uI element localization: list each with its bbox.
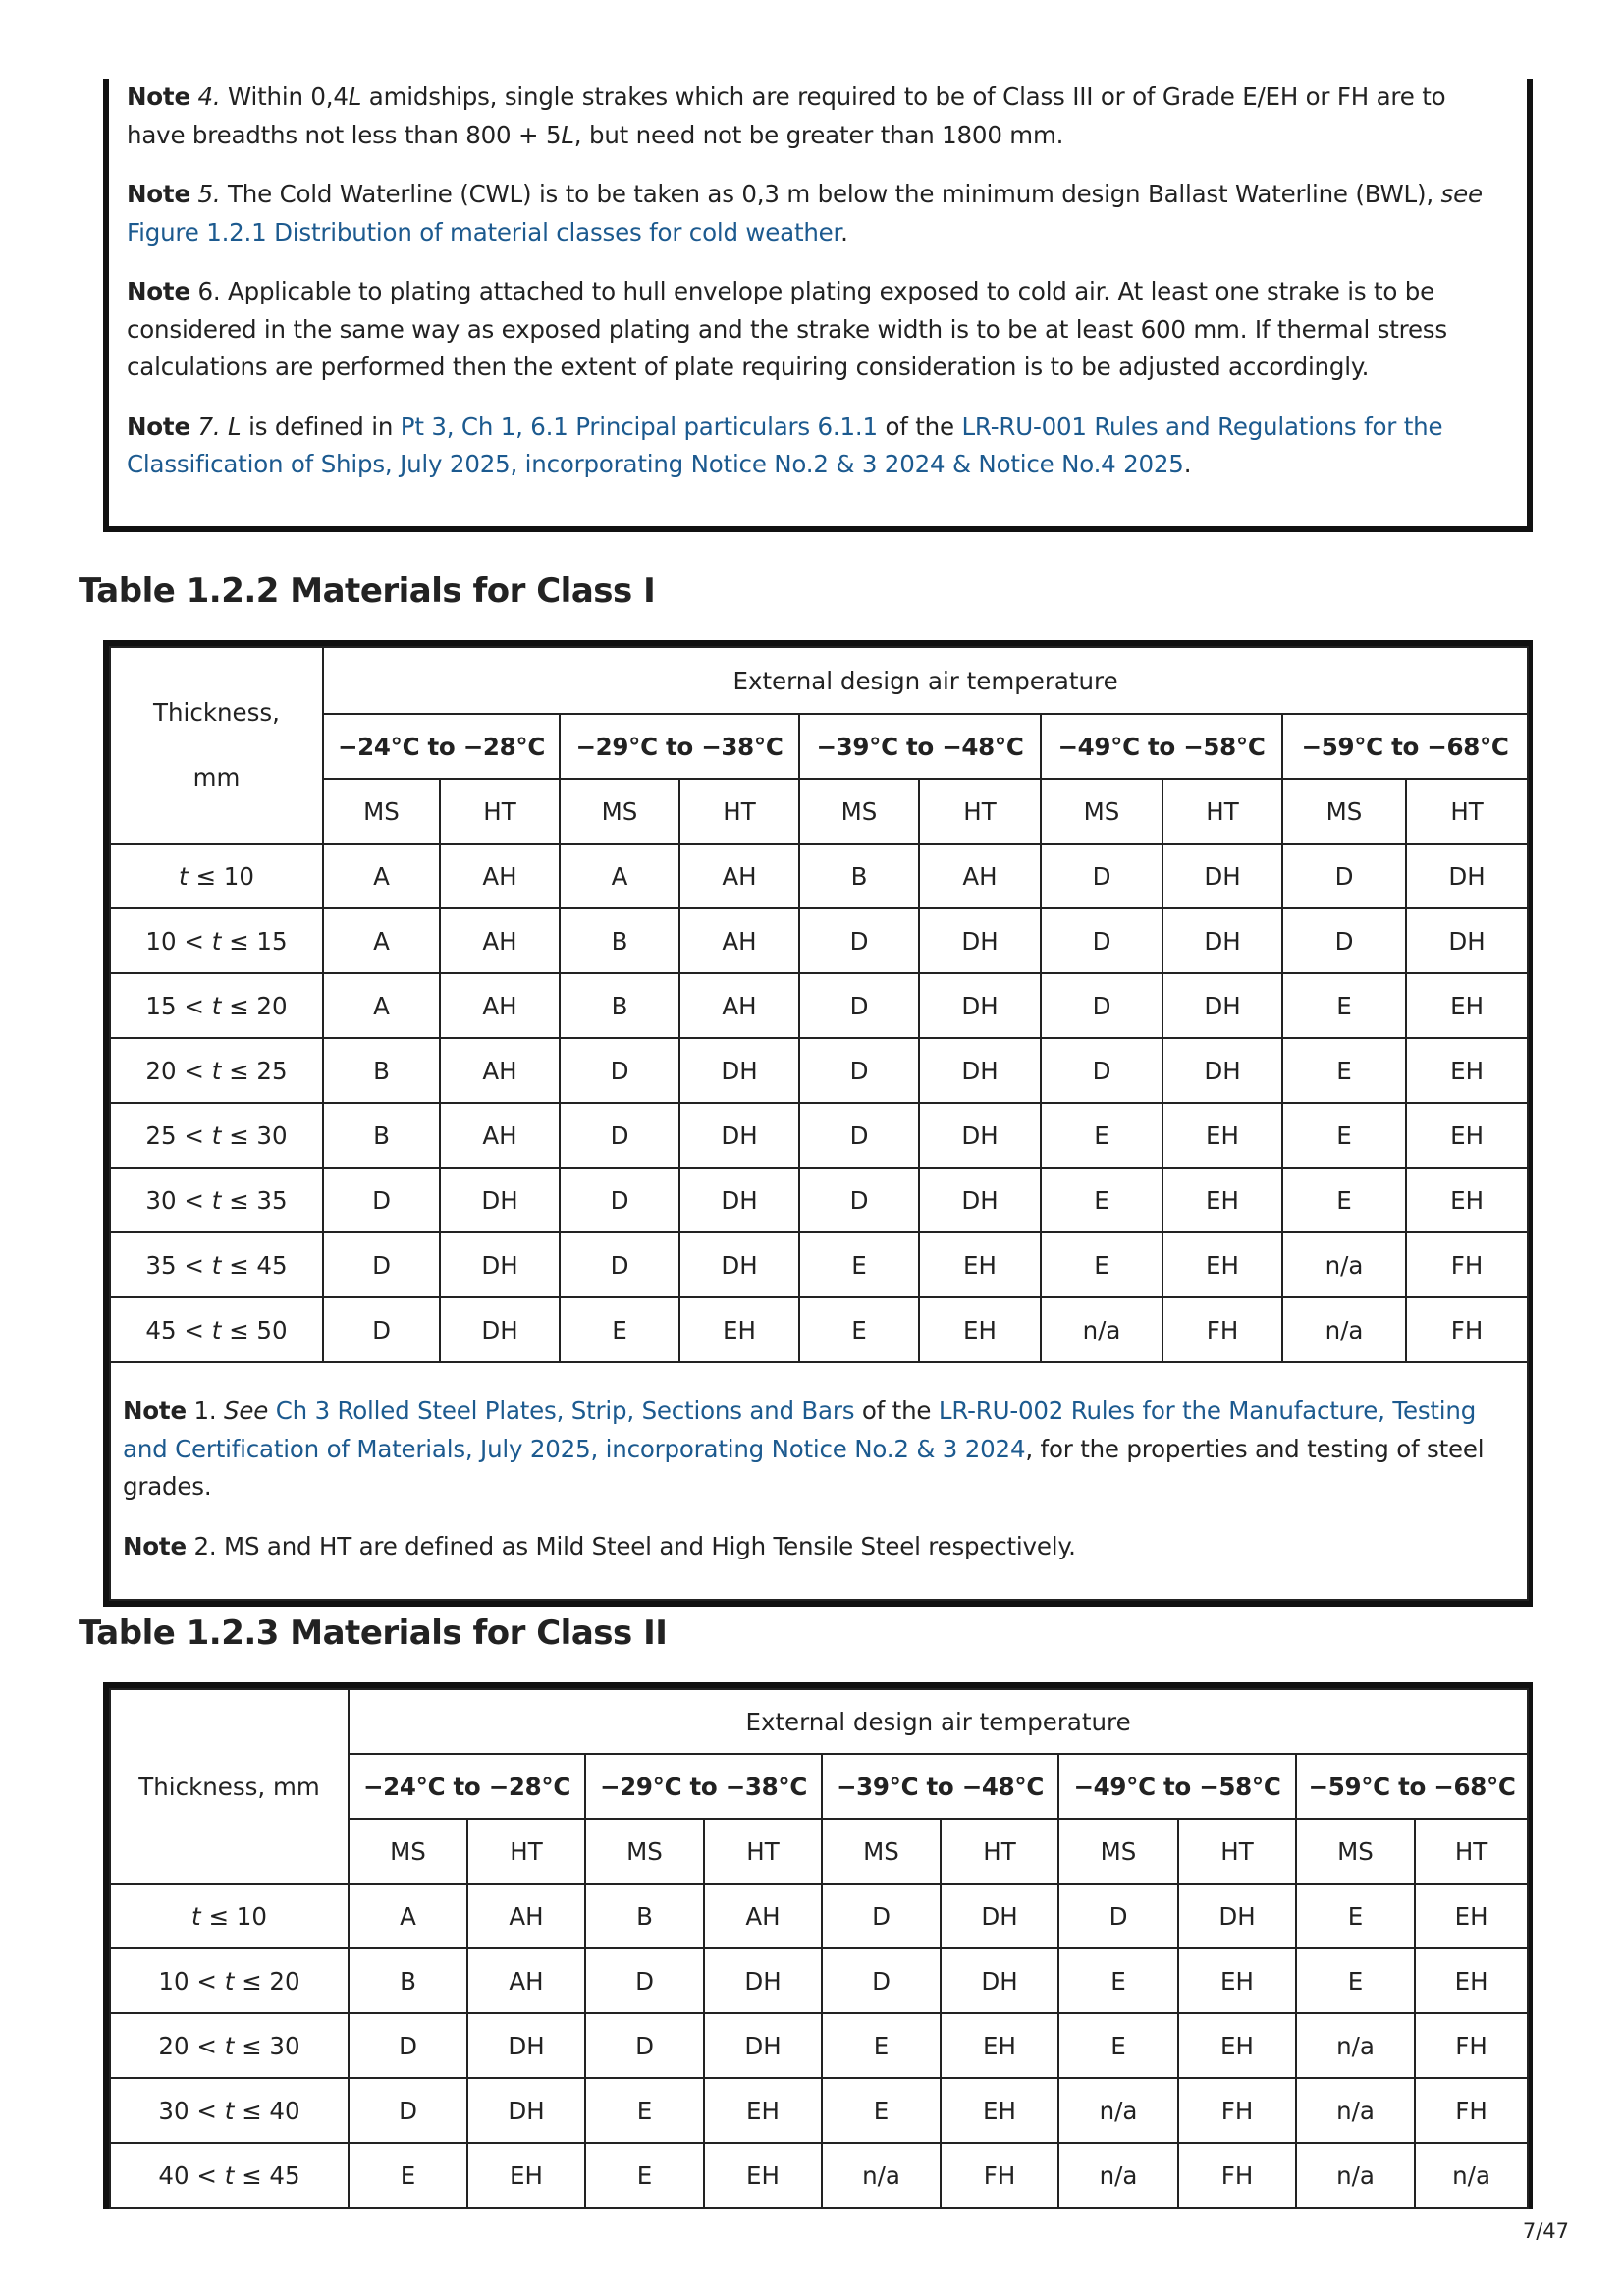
ms-header: MS <box>799 779 919 844</box>
thickness-header: Thickness, mm <box>110 1689 349 1884</box>
grade-cell: A <box>323 908 440 973</box>
ms-header: MS <box>1041 779 1162 844</box>
ht-header: HT <box>467 1819 585 1884</box>
grade-cell: A <box>349 1884 467 1948</box>
range-header: −59°C to −68°C <box>1296 1754 1528 1819</box>
temperature-group-header: External design air temperature <box>323 647 1528 714</box>
thickness-cell: 45 < t ≤ 50 <box>110 1297 323 1362</box>
grade-cell: EH <box>919 1297 1041 1362</box>
grade-cell: E <box>1282 1038 1406 1103</box>
grade-cell: E <box>1058 1948 1178 2013</box>
grade-cell: D <box>799 1168 919 1232</box>
thickness-cell: 25 < t ≤ 30 <box>110 1103 323 1168</box>
ht-header: HT <box>1178 1819 1296 1884</box>
grade-cell: E <box>1296 1948 1415 2013</box>
grade-cell: D <box>1041 844 1162 908</box>
grade-cell: D <box>560 1232 679 1297</box>
grade-cell: EH <box>1162 1232 1282 1297</box>
grade-cell: DH <box>440 1168 560 1232</box>
grade-cell: n/a <box>1282 1232 1406 1297</box>
thickness-cell: t ≤ 10 <box>110 1884 349 1948</box>
grade-cell: EH <box>1162 1168 1282 1232</box>
grade-cell: AH <box>440 844 560 908</box>
grade-cell: DH <box>1178 1884 1296 1948</box>
table-note-2: Note 2. MS and HT are defined as Mild Steel and High Tensile Steel respectively. <box>123 1531 1076 1560</box>
table-1-2-2 <box>103 640 1533 1607</box>
grade-cell: AH <box>467 1948 585 2013</box>
table-row <box>110 1232 1528 1297</box>
thickness-cell: 40 < t ≤ 45 <box>110 2143 349 2208</box>
ht-header: HT <box>440 779 560 844</box>
ms-header: MS <box>585 1819 704 1884</box>
grade-cell: D <box>799 1103 919 1168</box>
table-row <box>110 1103 1528 1168</box>
grade-cell: E <box>1041 1103 1162 1168</box>
table-1-2-2-title: Table 1.2.2 Materials for Class I <box>79 572 656 611</box>
table-notes-cell <box>110 1362 1528 1600</box>
grade-cell: EH <box>679 1297 799 1362</box>
grade-cell: D <box>822 1884 941 1948</box>
grade-cell: DH <box>440 1232 560 1297</box>
grade-cell: D <box>799 1038 919 1103</box>
ms-header: MS <box>1282 779 1406 844</box>
grade-cell: AH <box>679 908 799 973</box>
grade-cell: AH <box>440 1038 560 1103</box>
ht-header: HT <box>1162 779 1282 844</box>
ht-header: HT <box>679 779 799 844</box>
thickness-cell: 10 < t ≤ 20 <box>110 1948 349 2013</box>
grade-cell: EH <box>1415 1884 1528 1948</box>
grade-cell: EH <box>1406 973 1528 1038</box>
ms-header: MS <box>1058 1819 1178 1884</box>
grade-cell: E <box>1296 1884 1415 1948</box>
lr-ru-002-link[interactable]: LR-RU-002 Rules for the Manufacture, Testing and Certification of Materials, July 2025, incorporating Notice No.2 & 3 2024 <box>123 1396 1477 1463</box>
ms-header: MS <box>822 1819 941 1884</box>
grade-cell: FH <box>1406 1297 1528 1362</box>
grade-cell: E <box>1041 1232 1162 1297</box>
grade-cell: B <box>323 1038 440 1103</box>
grade-cell: E <box>1041 1168 1162 1232</box>
ms-header: MS <box>560 779 679 844</box>
grade-cell: FH <box>1415 2078 1528 2143</box>
grade-cell: EH <box>704 2078 822 2143</box>
grade-cell: EH <box>704 2143 822 2208</box>
grade-cell: E <box>585 2143 704 2208</box>
range-header: −59°C to −68°C <box>1282 714 1528 779</box>
thickness-cell: 10 < t ≤ 15 <box>110 908 323 973</box>
grade-cell: EH <box>1178 2013 1296 2078</box>
grade-cell: E <box>822 2078 941 2143</box>
grade-cell: D <box>799 908 919 973</box>
principal-particulars-link[interactable]: Pt 3, Ch 1, 6.1 Principal particulars 6.1.1 <box>400 411 878 441</box>
table-1-2-3 <box>103 1682 1533 2209</box>
grade-cell: AH <box>440 973 560 1038</box>
grade-cell: DH <box>919 1103 1041 1168</box>
grade-cell: D <box>323 1297 440 1362</box>
grade-cell: B <box>323 1103 440 1168</box>
grade-cell: DH <box>1162 908 1282 973</box>
grade-cell: DH <box>1162 973 1282 1038</box>
grade-cell: DH <box>919 908 1041 973</box>
range-header: −39°C to −48°C <box>799 714 1041 779</box>
grade-cell: EH <box>1178 1948 1296 2013</box>
grade-cell: A <box>323 844 440 908</box>
grade-cell: EH <box>941 2013 1058 2078</box>
grade-cell: D <box>1041 973 1162 1038</box>
grade-cell: D <box>585 2013 704 2078</box>
grade-cell: D <box>1041 908 1162 973</box>
grade-cell: AH <box>440 908 560 973</box>
grade-cell: n/a <box>1058 2078 1178 2143</box>
grade-cell: DH <box>919 973 1041 1038</box>
thickness-cell: 30 < t ≤ 35 <box>110 1168 323 1232</box>
table-row <box>110 1038 1528 1103</box>
ch3-rolled-steel-link[interactable]: Ch 3 Rolled Steel Plates, Strip, Sections and Bars <box>275 1396 855 1425</box>
note-6: Note 6. Applicable to plating attached to hull envelope plating exposed to cold air. At least one strake is to be considered in the same way as exposed plating and the strake width is to be at least 600 mm. If thermal stress calculations are performed then the extent of plate requiring consideration is to be adjusted accordingly. <box>127 277 1447 381</box>
ht-header: HT <box>1415 1819 1528 1884</box>
grade-cell: D <box>1282 908 1406 973</box>
grade-cell: B <box>585 1884 704 1948</box>
thickness-cell: 20 < t ≤ 25 <box>110 1038 323 1103</box>
table-row <box>110 1168 1528 1232</box>
grade-cell: DH <box>1162 844 1282 908</box>
thickness-cell: 20 < t ≤ 30 <box>110 2013 349 2078</box>
table-row <box>110 2078 1528 2143</box>
grade-cell: n/a <box>822 2143 941 2208</box>
grade-cell: n/a <box>1041 1297 1162 1362</box>
lr-ru-001-link[interactable]: LR-RU-001 Rules and Regulations for the Classification of Ships, July 2025, incorporating Notice No.2 & 3 2024 & Notice No.4 2025 <box>127 411 1443 478</box>
grade-cell: E <box>560 1297 679 1362</box>
grade-cell: DH <box>467 2078 585 2143</box>
figure-1-2-1-link[interactable]: Figure 1.2.1 Distribution of material classes for cold weather <box>127 217 841 246</box>
grade-cell: E <box>1282 1103 1406 1168</box>
grade-cell: n/a <box>1282 1297 1406 1362</box>
grade-cell: D <box>323 1168 440 1232</box>
grade-cell: B <box>799 844 919 908</box>
grade-cell: AH <box>467 1884 585 1948</box>
grade-cell: E <box>822 2013 941 2078</box>
grade-cell: E <box>799 1232 919 1297</box>
grade-cell: EH <box>1406 1103 1528 1168</box>
ms-header: MS <box>1296 1819 1415 1884</box>
grade-cell: n/a <box>1296 2013 1415 2078</box>
grade-cell: D <box>349 2013 467 2078</box>
grade-cell: D <box>1058 1884 1178 1948</box>
grade-cell: n/a <box>1296 2143 1415 2208</box>
grade-cell: D <box>323 1232 440 1297</box>
grade-cell: D <box>560 1168 679 1232</box>
note-4: Note 4. Within 0,4L amidships, single strakes which are required to be of Class III or of Grade E/EH or FH are to have breadths not less than 800 + 5L, but need not be greater than 1800 mm. <box>127 82 1446 149</box>
grade-cell: DH <box>704 2013 822 2078</box>
grade-cell: DH <box>941 1884 1058 1948</box>
grade-cell: E <box>1282 1168 1406 1232</box>
table-row <box>110 1948 1528 2013</box>
grade-cell: FH <box>1406 1232 1528 1297</box>
ms-header: MS <box>349 1819 467 1884</box>
grade-cell: A <box>323 973 440 1038</box>
table-note-1: Note 1. See Ch 3 Rolled Steel Plates, Strip, Sections and Bars of the LR-RU-002 Rules for the Manufacture, Testing and Certification of Materials, July 2025, incorporating Notice No.2 & 3 2024, for the properties and testing of steel grades. <box>123 1396 1485 1501</box>
thickness-cell: 15 < t ≤ 20 <box>110 973 323 1038</box>
grade-cell: DH <box>704 1948 822 2013</box>
range-header: −29°C to −38°C <box>585 1754 822 1819</box>
grade-cell: EH <box>1415 1948 1528 2013</box>
note-5: Note 5. The Cold Waterline (CWL) is to be taken as 0,3 m below the minimum design Ballast Waterline (BWL), see Figure 1.2.1 Distribution of material classes for cold weather. <box>127 180 1483 246</box>
grade-cell: FH <box>1415 2013 1528 2078</box>
table-1-2-3-title: Table 1.2.3 Materials for Class II <box>79 1613 668 1653</box>
thickness-header: Thickness, mm <box>110 647 323 844</box>
grade-cell: FH <box>1178 2143 1296 2208</box>
ht-header: HT <box>919 779 1041 844</box>
grade-cell: D <box>585 1948 704 2013</box>
grade-cell: D <box>349 2078 467 2143</box>
thickness-cell: t ≤ 10 <box>110 844 323 908</box>
grade-cell: E <box>585 2078 704 2143</box>
table-row <box>110 973 1528 1038</box>
grade-cell: DH <box>679 1168 799 1232</box>
grade-cell: B <box>349 1948 467 2013</box>
grade-cell: E <box>349 2143 467 2208</box>
thickness-cell: 30 < t ≤ 40 <box>110 2078 349 2143</box>
table-row <box>110 1884 1528 1948</box>
grade-cell: EH <box>467 2143 585 2208</box>
grade-cell: AH <box>440 1103 560 1168</box>
table-row <box>110 908 1528 973</box>
note-7: Note 7. L is defined in Pt 3, Ch 1, 6.1 Principal particulars 6.1.1 of the LR-RU-001 Rules and Regulations for the Classification of Ships, July 2025, incorporating Notice No.2 & 3 2024 & Notice No.4 2025. <box>127 411 1443 478</box>
grade-cell: DH <box>941 1948 1058 2013</box>
ht-header: HT <box>704 1819 822 1884</box>
grade-cell: DH <box>440 1297 560 1362</box>
range-header: −39°C to −48°C <box>822 1754 1058 1819</box>
grade-cell: AH <box>919 844 1041 908</box>
grade-cell: EH <box>1406 1038 1528 1103</box>
grade-cell: DH <box>679 1038 799 1103</box>
grade-cell: E <box>799 1297 919 1362</box>
grade-cell: B <box>560 908 679 973</box>
grade-cell: DH <box>467 2013 585 2078</box>
grade-cell: EH <box>941 2078 1058 2143</box>
grade-cell: n/a <box>1296 2078 1415 2143</box>
table-row <box>110 2143 1528 2208</box>
grade-cell: n/a <box>1415 2143 1528 2208</box>
grade-cell: B <box>560 973 679 1038</box>
grade-cell: DH <box>1406 844 1528 908</box>
grade-cell: n/a <box>1058 2143 1178 2208</box>
grade-cell: DH <box>919 1038 1041 1103</box>
range-header: −29°C to −38°C <box>560 714 799 779</box>
grade-cell: AH <box>679 973 799 1038</box>
grade-cell: EH <box>1162 1103 1282 1168</box>
grade-cell: D <box>560 1103 679 1168</box>
range-header: −24°C to −28°C <box>323 714 560 779</box>
grade-cell: DH <box>919 1168 1041 1232</box>
thickness-cell: 35 < t ≤ 45 <box>110 1232 323 1297</box>
grade-cell: D <box>1041 1038 1162 1103</box>
grade-cell: DH <box>679 1103 799 1168</box>
grade-cell: EH <box>1406 1168 1528 1232</box>
grade-cell: D <box>1282 844 1406 908</box>
grade-cell: FH <box>941 2143 1058 2208</box>
ht-header: HT <box>941 1819 1058 1884</box>
grade-cell: AH <box>679 844 799 908</box>
grade-cell: DH <box>1406 908 1528 973</box>
grade-cell: DH <box>1162 1038 1282 1103</box>
table-row <box>110 2013 1528 2078</box>
grade-cell: D <box>799 973 919 1038</box>
grade-cell: E <box>1058 2013 1178 2078</box>
grade-cell: D <box>822 1948 941 2013</box>
grade-cell: A <box>560 844 679 908</box>
grade-cell: E <box>1282 973 1406 1038</box>
ht-header: HT <box>1406 779 1528 844</box>
ms-header: MS <box>323 779 440 844</box>
range-header: −49°C to −58°C <box>1058 1754 1296 1819</box>
range-header: −24°C to −28°C <box>349 1754 585 1819</box>
table-row <box>110 844 1528 908</box>
previous-table-notes <box>103 79 1533 532</box>
grade-cell: EH <box>919 1232 1041 1297</box>
table-row <box>110 1297 1528 1362</box>
grade-cell: AH <box>704 1884 822 1948</box>
grade-cell: FH <box>1162 1297 1282 1362</box>
grade-cell: DH <box>679 1232 799 1297</box>
temperature-group-header: External design air temperature <box>349 1689 1528 1754</box>
page-number: 7/47 <box>1522 2219 1569 2243</box>
grade-cell: FH <box>1178 2078 1296 2143</box>
range-header: −49°C to −58°C <box>1041 714 1282 779</box>
grade-cell: D <box>560 1038 679 1103</box>
